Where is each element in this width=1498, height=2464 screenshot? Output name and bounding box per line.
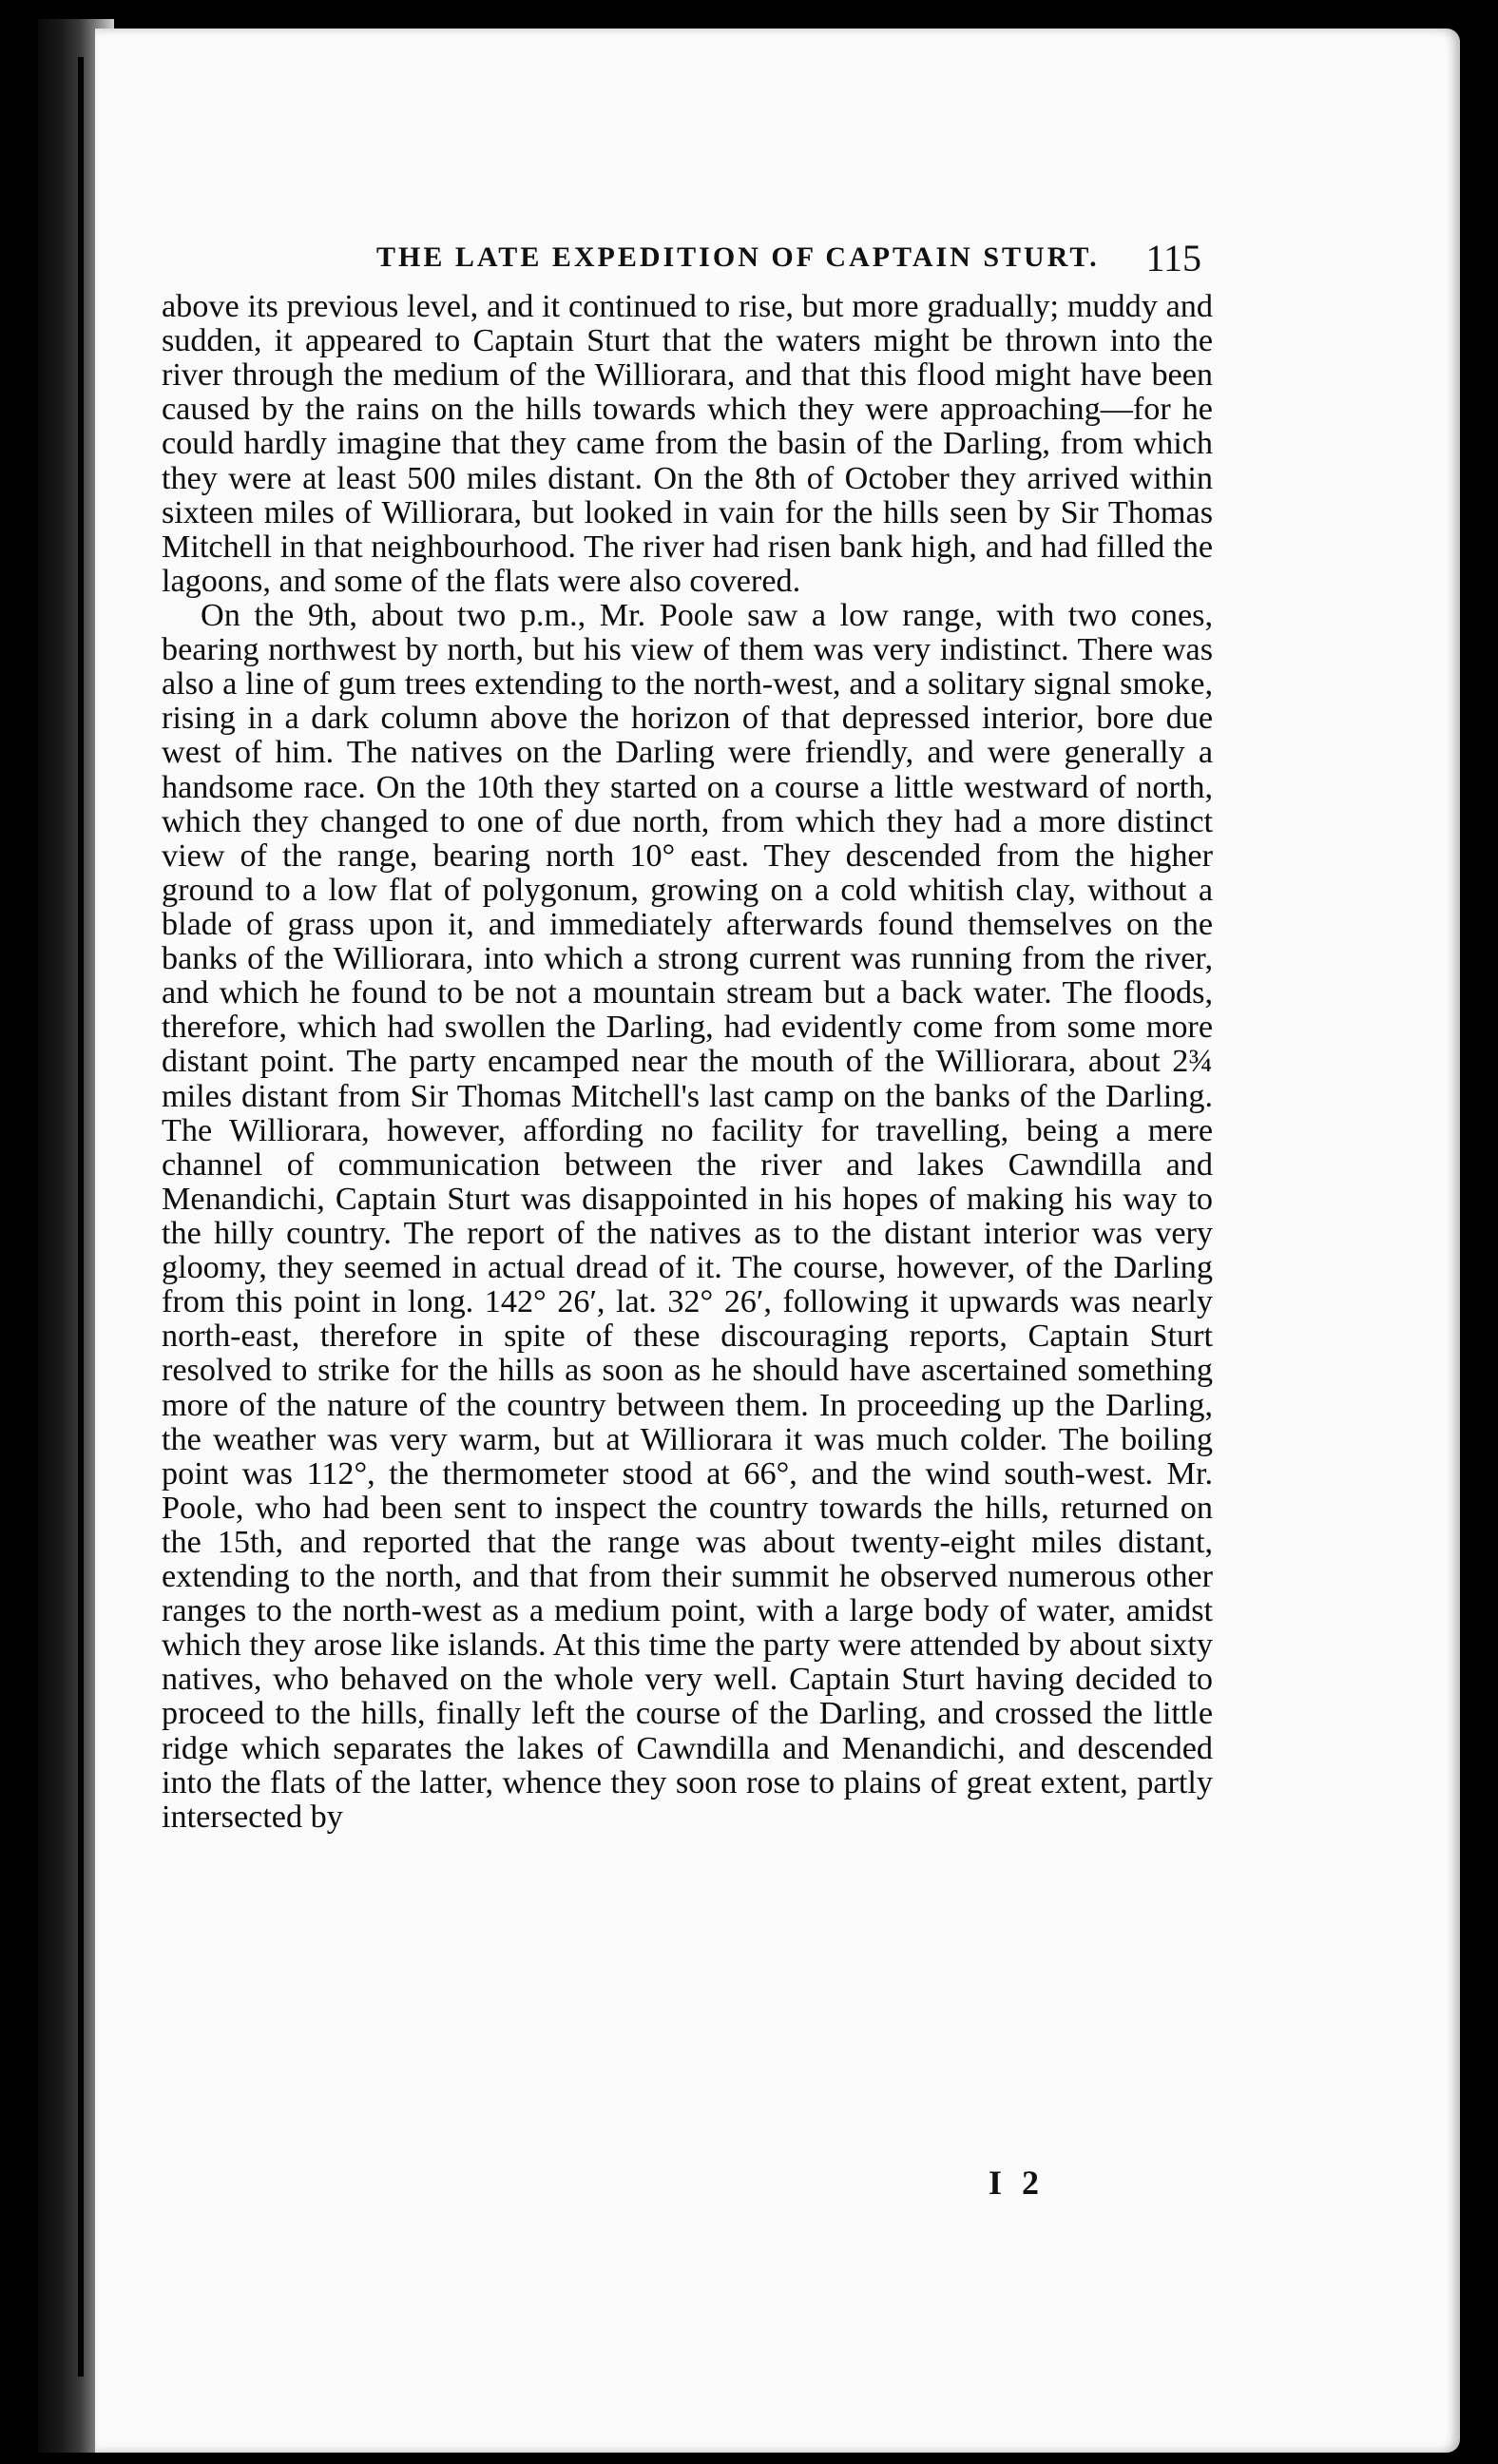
paragraph-2: On the 9th, about two p.m., Mr. Poole saw a low range, with two cones, bearing northwest by north, but his view of them was very indistinct. There was also a line of gum trees extending to the north-west, and a solitary signal smoke, rising in a dark column above the horizon of that depressed interior, bore due west of him. The natives on the Darling were friendly, and were generally a handsome race. On the 10th they started on a course a little westward of north, which they changed to one of due north, from which they had a more distinct view of the range, bearing north 10° east. They descended from the higher ground to a low flat of polygonum, growing on a cold whitish clay, without a blade of grass upon it, and immediately afterwards found themselves on the banks of the Williorara, into which a strong current was running from the river, and which he found to be not a mountain stream but a back water. The floods, therefore, which had swollen the Darling, had evidently come from some more distant point. The party encamped near the mouth of the Williorara, about 2¾ miles distant from Sir Thomas Mitchell's last camp on the banks of the Darling. The Williorara, however, affording no facility for travelling, being a mere channel of communication between the river and lakes Cawndilla and Menandichi, Captain Sturt was disappointed in his hopes of making his way to the hilly country. The report of the natives as to the distant interior was very gloomy, they seemed in actual dread of it. The course, however, of the Darling from this point in long. 142° 26′, lat. 32° 26′, following it upwards was nearly north-east, therefore in spite of these discouraging reports, Captain Sturt resolved to strike for the hills as soon as he should have ascertained something more of the nature of the country between them. In proceeding up the Darling, the weather was very warm, but at Williorara it was much colder. The boiling point was 112°, the thermometer stood at 66°, and the wind south-west. Mr. Poole, who had been sent to inspect the country towards the hills, returned on the 15th, and reported that the range was about twenty-eight miles distant, extending to the north, and that from their summit he observed numerous other ranges to the north-west as a medium point, with a large body of water, amidst which they arose like islands. At this time the party were attended by about sixty natives, who behaved on the whole very well. Captain Sturt having decided to proceed to the hills, finally left the course of the Darling, and crossed the little ridge which separates the lakes of Cawndilla and Menandichi, and descended into the flats of the latter, whence they soon rose to plains of great extent, partly intersected by (162, 597, 1213, 1835)
signature-mark: I 2 (989, 2164, 1046, 2202)
running-head: THE LATE EXPEDITION OF CAPTAIN STURT. (376, 241, 1100, 273)
page-header (95, 236, 1213, 293)
page-number: 115 (1145, 237, 1201, 279)
body-text (162, 290, 1213, 1835)
gutter-line (78, 57, 84, 2377)
paragraph-1: above its previous level, and it continued to rise, but more gradually; muddy and sudden, it appeared to Captain Sturt that the waters might be thrown into the river through the medium of the Williorara, and that this flood might have been caused by the rains on the hills towards which they were approaching—for he could hardly imagine that they came from the basin of the Darling, from which they were at least 500 miles distant. On the 8th of October they arrived within sixteen miles of Williorara, but looked in vain for the hills seen by Sir Thomas Mitchell in that neighbourhood. The river had risen bank high, and had filled the lagoons, and some of the flats were also covered. (162, 289, 1213, 599)
